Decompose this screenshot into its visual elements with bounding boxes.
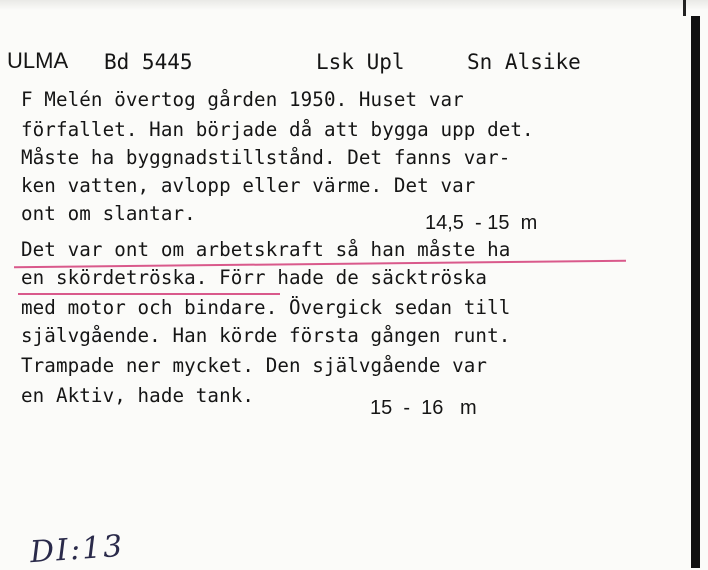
body-line: Det var ont om arbetskraft så han måste ha [21,238,511,261]
body-line: F Melén övertog gården 1950. Huset var [21,88,464,111]
body-line: ken vatten, avlopp eller värme. Det var [21,174,476,197]
body-line: en Aktiv, hade tank. [21,384,255,407]
measurement-2: 15 - 16 m [370,397,477,419]
body-line: en skördetröska. Förr hade de säcktröska [21,266,488,289]
socken-field: Sn Alsike [467,50,581,74]
highlight-underline [18,293,280,295]
handwritten-annotation: DI:13 [28,528,126,570]
card-edge-notch [683,0,686,16]
measurement-1: 14,5 - 15 m [425,212,538,234]
reference-number: Bd 5445 [104,50,193,74]
body-line: självgående. Han körde första gången runt. [21,324,511,347]
landskap-field: Lsk Upl [316,50,405,74]
body-line: förfallet. Han började då att bygga upp det. [21,118,534,141]
body-line: Trampade ner mycket. Den självgående var [21,354,488,377]
body-line: Måste ha byggnadstillstånd. Det fanns var- [21,146,511,169]
archive-code: ULMA [7,48,69,73]
card-right-edge [691,16,700,568]
body-line: ont om slantar. [21,202,196,225]
body-line: med motor och bindare. Övergick sedan till [21,296,511,319]
card-top-edge [0,0,708,10]
